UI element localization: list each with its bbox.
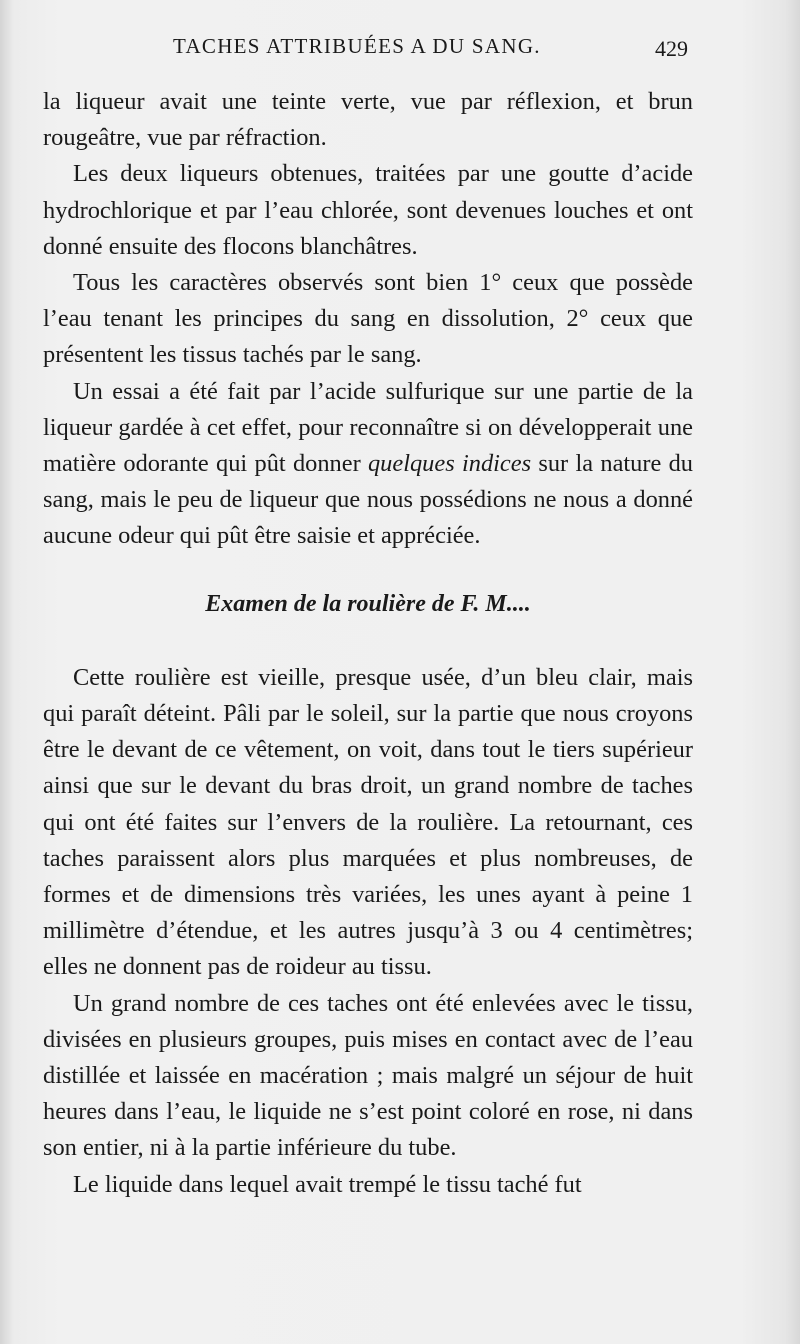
body-text — [43, 84, 693, 1203]
paragraph-4-text-start: Un essai a été fait par l’acide sulfurique sur une partie de la liqueur gardée à cet effet, pour reconnaître si on développerait une matière odorante qui pût donner — [43, 377, 693, 478]
paragraph-7: Le liquide dans lequel avait trempé le tissu taché fut — [73, 1170, 582, 1198]
paragraph-5: Cette roulière est vieille, presque usée, d’un bleu clair, mais qui paraît déteint. Pâli par le soleil, sur la partie que nous croyons être le devant de ce vêtement, on voit, dans tout le tiers supérieur ainsi que sur le devant du bras droit, un grand nombre de taches qui ont été faites sur l’envers de la roulière. La retournant, ces taches paraissent alors plus marquées et plus nombreuses, de formes et de dimensions très variées, les unes ayant à peine 1 millimètre d’étendue, et les autres jusqu’à 3 ou 4 centimètres; elles ne donnent pas de roideur au tissu. — [43, 663, 693, 981]
italic-phrase: quelques indices — [367, 450, 532, 478]
section-title: Examen de la roulière de F. M.... — [205, 590, 531, 617]
page-header — [40, 30, 690, 66]
paragraph-6: Un grand nombre de ces taches ont été enlevées avec le tissu, divisées en plusieurs groupes, puis mises en contact avec de l’eau distillée et laissée en macération ; mais malgré un séjour de huit heures dans l’eau, le liquide ne s’est point coloré en rose, ni dans son entier, ni à la partie inférieure du tube. — [43, 989, 693, 1162]
page-number: 429 — [655, 36, 688, 61]
running-title: TACHES ATTRIBUÉES A DU SANG. — [173, 34, 541, 58]
paragraph-2: Les deux liqueurs obtenues, traitées par une goutte d’acide hydrochlorique et par l’eau chlorée, sont devenues louches et ont donné ensuite des flocons blanchâtres. — [43, 160, 693, 260]
paragraph-4 — [43, 374, 693, 555]
paragraph-3: Tous les caractères observés sont bien 1° ceux que possède l’eau tenant les principes du sang en dissolution, 2° ceux que présentent les tissus tachés par le sang. — [43, 269, 693, 369]
paragraph-1: la liqueur avait une teinte verte, vue par réflexion, et brun rougeâtre, vue par réfraction. — [43, 88, 693, 152]
paragraph-4-text-end: sur la nature du sang, mais le peu de liqueur que nous possédions ne nous a donné aucune odeur qui pût être saisie et appréciée. — [43, 450, 693, 550]
